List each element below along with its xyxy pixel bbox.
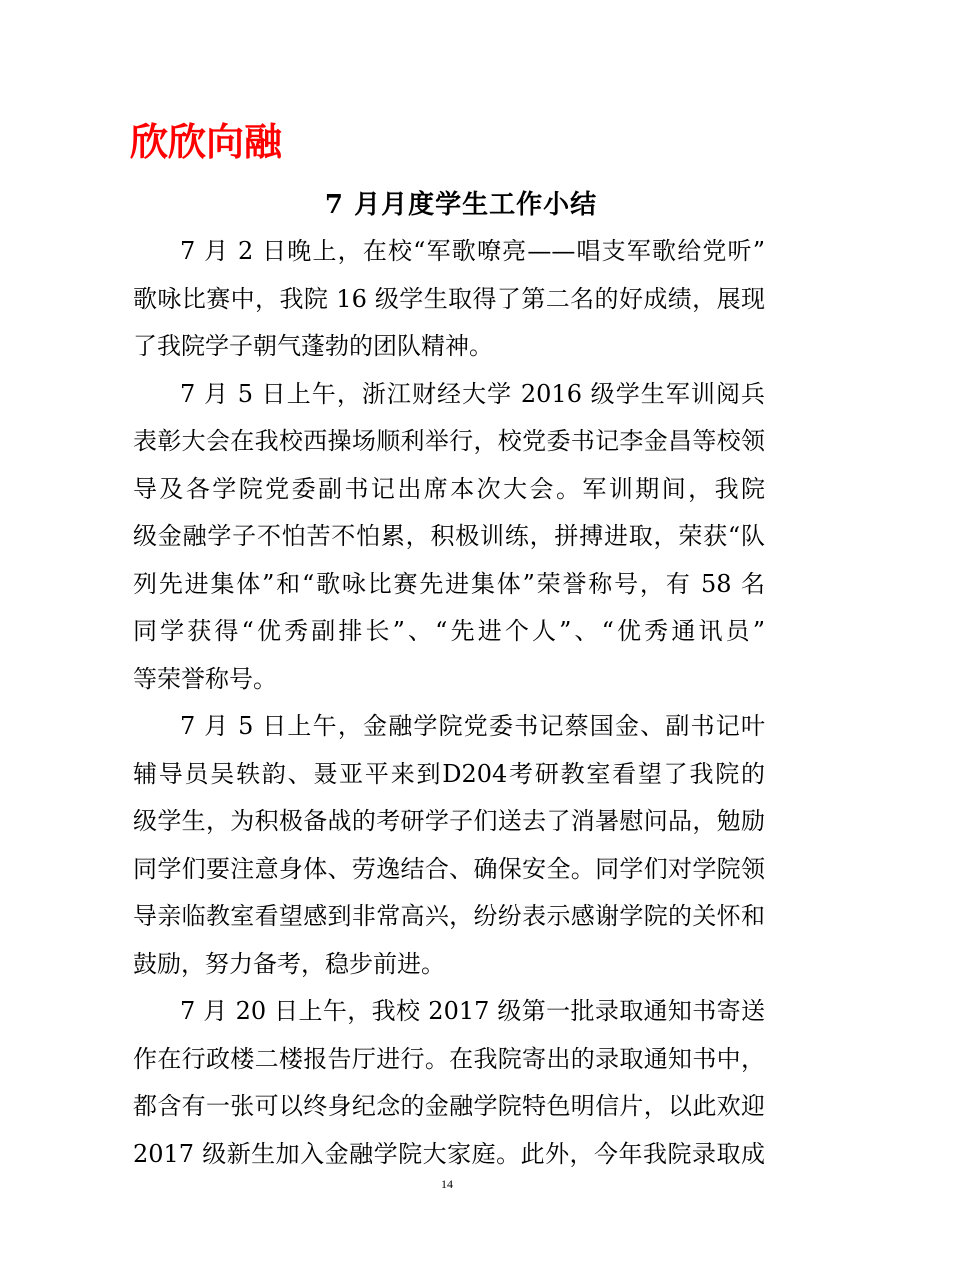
paragraph-line: 级学生，为积极备战的考研学子们送去了消暑慰问品，勉励 [133, 807, 765, 835]
paragraph-line: 7 月 20 日上午，我校 2017 级第一批录取通知书寄送 [180, 997, 765, 1025]
paragraph-line: 2017 级新生加入金融学院大家庭。此外，今年我院录取成 [133, 1139, 765, 1168]
paragraph-line: 辅导员吴轶韵、聂亚平来到D204考研教室看望了我院的 [133, 759, 765, 788]
paragraph-4 [133, 988, 765, 1178]
page-number: 14 [441, 1177, 453, 1191]
paragraph-line: 同学们要注意身体、劳逸结合、确保安全。同学们对学院领 [133, 854, 765, 883]
document-body [133, 228, 765, 1178]
paragraph-line: 导及各学院党委副书记出席本次大会。军训期间，我院 [133, 474, 765, 503]
paragraph-line: 表彰大会在我校西操场顺利举行，校党委书记李金昌等校领 [133, 427, 765, 455]
paragraph-line: 级金融学子不怕苦不怕累，积极训练，拼搏进取，荣获“队 [133, 522, 765, 550]
paragraph-line: 作在行政楼二楼报告厅进行。在我院寄出的录取通知书中， [133, 1044, 765, 1073]
paragraph-line: 7 月 5 日上午，浙江财经大学 2016 级学生军训阅兵 [180, 379, 765, 408]
paragraph-line: 都含有一张可以终身纪念的金融学院特色明信片，以此欢迎 [133, 1092, 765, 1120]
paragraph-line: 同学获得“优秀副排长”、“先进个人”、“优秀通讯员” [133, 617, 765, 645]
document-title: 7 月月度学生工作小结 [324, 190, 598, 220]
paragraph-line: 等荣誉称号。 [133, 664, 277, 693]
paragraph-line: 了我院学子朝气蓬勃的团队精神。 [133, 332, 493, 360]
paragraph-3 [133, 703, 765, 988]
paragraph-line: 7 月 5 日上午，金融学院党委书记蔡国金、副书记叶 [180, 712, 765, 740]
paragraph-1 [133, 228, 765, 371]
brand-heading: 欣欣向融 [130, 122, 283, 164]
paragraph-line: 列先进集体”和“歌咏比赛先进集体”荣誉称号，有 58 名 [133, 569, 765, 598]
paragraph-line: 鼓励，努力备考，稳步前进。 [133, 949, 445, 978]
paragraph-line: 歌咏比赛中，我院 16 级学生取得了第二名的好成绩，展现 [133, 284, 765, 313]
paragraph-line: 导亲临教室看望感到非常高兴，纷纷表示感谢学院的关怀和 [133, 902, 765, 930]
paragraph-2 [133, 371, 765, 704]
paragraph-line: 7 月 2 日晚上，在校“军歌嘹亮——唱支军歌给党听” [180, 237, 765, 265]
